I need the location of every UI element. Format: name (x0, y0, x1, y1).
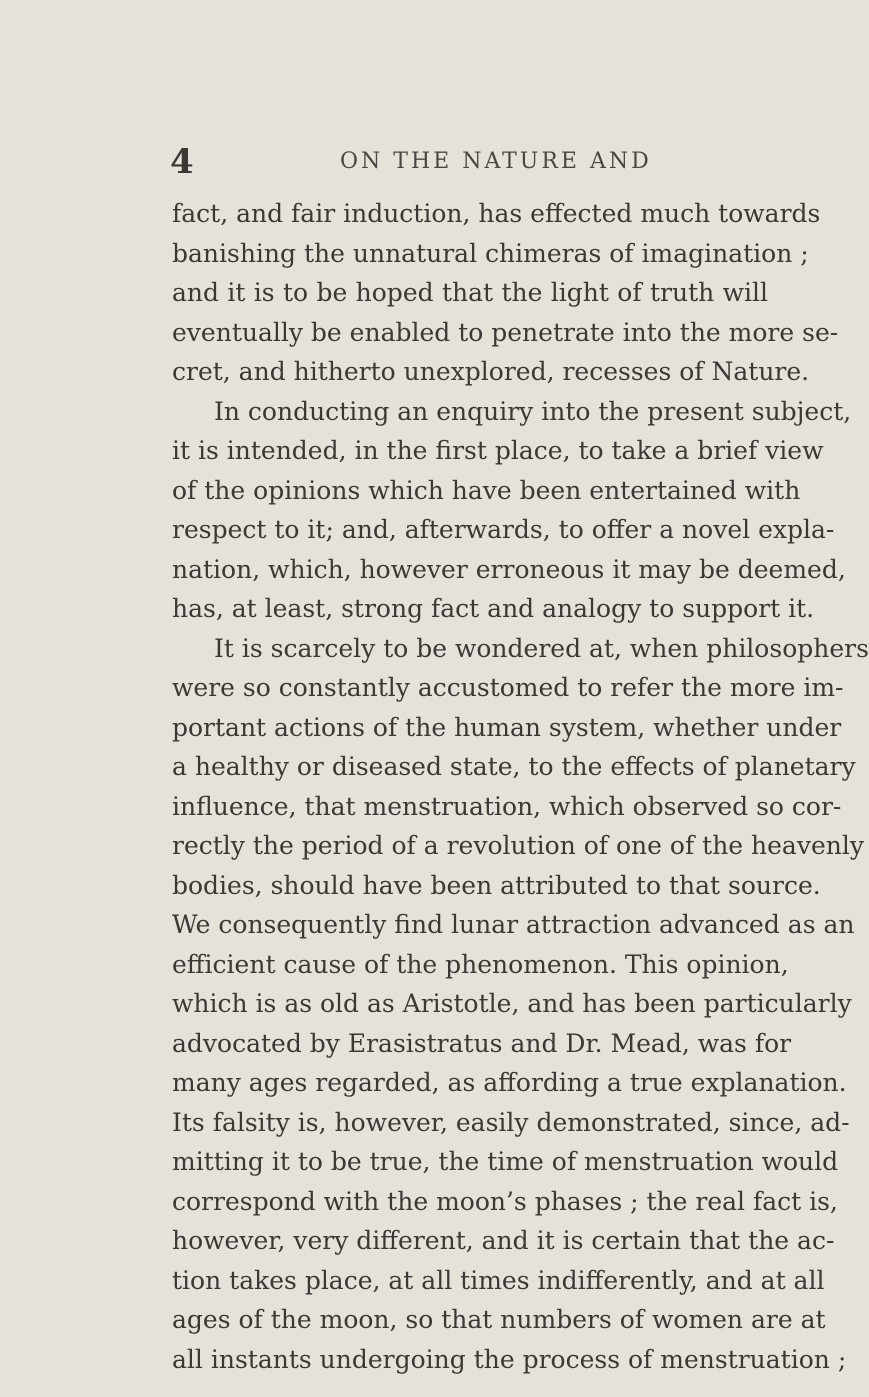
text-line: eventually be enabled to penetrate into the more se- (172, 318, 839, 347)
text-line: it is intended, in the first place, to take a brief view (172, 436, 824, 465)
text-line: influence, that menstruation, which observed so cor- (172, 792, 842, 821)
text-line: many ages regarded, as affording a true explanation. (172, 1068, 847, 1097)
text-line: a healthy or diseased state, to the effects of planetary (172, 752, 856, 781)
text-line: however, very different, and it is certain that the ac- (172, 1226, 835, 1255)
page-header (0, 140, 800, 184)
text-line: mitting it to be true, the time of menstruation would (172, 1147, 839, 1176)
paragraph-first-line: In conducting an enquiry into the present subject, (214, 397, 852, 426)
text-line: Its falsity is, however, easily demonstrated, since, ad- (172, 1108, 850, 1137)
text-line: bodies, should have been attributed to that source. (172, 871, 821, 900)
text-line: correspond with the moon’s phases ; the real fact is, (172, 1187, 838, 1216)
text-line: ages of the moon, so that numbers of women are at (172, 1305, 826, 1334)
text-line: of the opinions which have been entertained with (172, 476, 801, 505)
text-line: respect to it; and, afterwards, to offer a novel expla- (172, 515, 835, 544)
text-line: and it is to be hoped that the light of truth will (172, 278, 768, 307)
text-line: We consequently find lunar attraction advanced as an (172, 910, 855, 939)
text-line: portant actions of the human system, whether under (172, 713, 842, 742)
page-number: 4 (170, 142, 194, 182)
text-line: rectly the period of a revolution of one of the heavenly (172, 831, 864, 860)
running-head: ON THE NATURE AND (340, 149, 652, 174)
text-line: were so constantly accustomed to refer the more im- (172, 673, 844, 702)
text-line: cret, and hitherto unexplored, recesses of Nature. (172, 357, 810, 386)
paragraph-first-line: It is scarcely to be wondered at, when philosophers (214, 634, 869, 663)
text-line: banishing the unnatural chimeras of imagination ; (172, 239, 809, 268)
text-line: all instants undergoing the process of menstruation ; (172, 1345, 847, 1374)
text-line: has, at least, strong fact and analogy to support it. (172, 594, 815, 623)
text-line: efficient cause of the phenomenon. This opinion, (172, 950, 789, 979)
text-line: fact, and fair induction, has effected much towards (172, 199, 821, 228)
text-line: which is as old as Aristotle, and has been particularly (172, 989, 852, 1018)
text-line: tion takes place, at all times indifferently, and at all (172, 1266, 825, 1295)
text-line: nation, which, however erroneous it may be deemed, (172, 555, 846, 584)
text-line: advocated by Erasistratus and Dr. Mead, was for (172, 1029, 792, 1058)
